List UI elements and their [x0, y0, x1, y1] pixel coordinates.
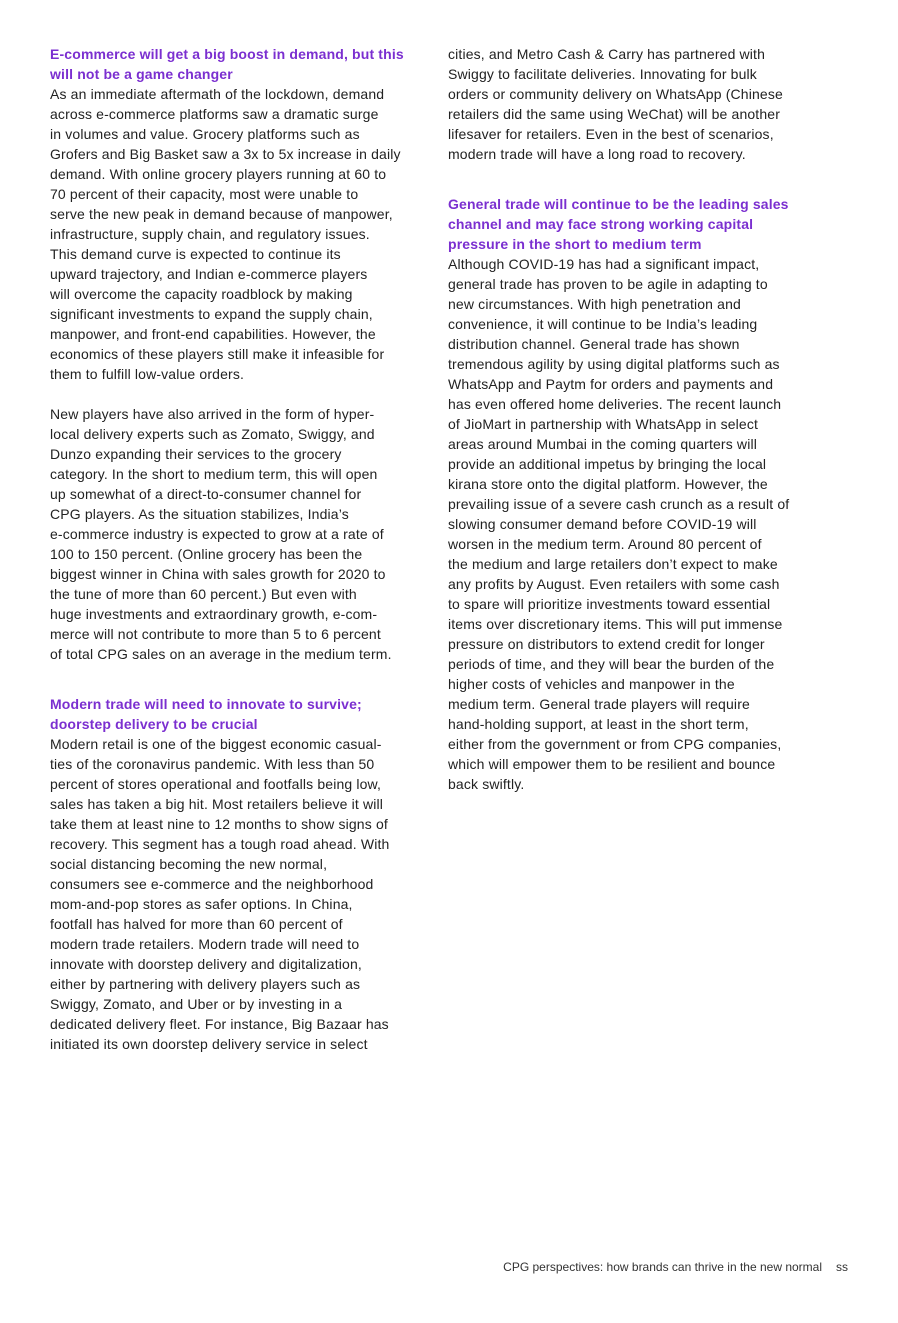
section-heading-ecommerce: E-commerce will get a big boost in demand, but this will not be a game changer — [50, 46, 404, 82]
section-heading-general-trade: General trade will continue to be the leading sales channel and may face strong working capital pressure in the short to medium term — [448, 196, 789, 252]
general-trade-paragraph-1: Although COVID-19 has had a significant impact, general trade has proven to be agile in adapting to new circumstances. With high penetration and convenience, it will continue to be India’s leading distribution channel. General trade has shown tremendous agility by using digital platforms such as WhatsApp and Paytm for orders and payments and has even offered home deliveries. The recent launch of JioMart in partnership with WhatsApp in select areas around Mumbai in the coming quarters will provide an additional impetus by bringing the local kirana store onto the digital platform. However, the prevailing issue of a severe cash crunch as a result of slowing consumer demand before COVID-19 will worsen in the medium term. Around 80 percent of the medium and large retailers don’t expect to make any profits by August. Even retailers with some cash to spare will prioritize investments toward essential items over discretionary items. This will put immense pressure on distributors to extend credit for longer periods of time, and they will bear the burden of the higher costs of vehicles and manpower in the medium term. General trade players will require hand-holding support, at least in the short term, either from the government or from CPG companies, which will empower them to be resilient and bounce back swiftly. — [448, 256, 790, 792]
right-column — [448, 44, 823, 794]
page-footer — [503, 1259, 848, 1275]
ecommerce-paragraph-2: New players have also arrived in the form of hyper- local delivery experts such as Zomato, Swiggy, and Dunzo expanding their services to the grocery category. In the short to medium term, this will open up somewhat of a direct-to-consumer channel for CPG players. As the situation stabilizes, India’s e-commerce industry is expected to grow at a rate of 100 to 150 percent. (Online grocery has been the biggest winner in China with sales growth for 2020 to the tune of more than 60 percent.) But even with huge investments and extraordinary growth, e-com- merce will not contribute to more than 5 to 6 percent of total CPG sales on an average in the medium term. — [50, 406, 392, 662]
ecommerce-paragraph-1: As an immediate aftermath of the lockdown, demand across e-commerce platforms saw a dramatic surge in volumes and value. Grocery platforms such as Grofers and Big Basket saw a 3x to 5x increase in daily demand. With online grocery players running at 60 to 70 percent of their capacity, most were unable to serve the new peak in demand because of manpower, infrastructure, supply chain, and regulatory issues. This demand curve is expected to continue its upward trajectory, and Indian e-commerce players will overcome the capacity roadblock by making significant investments to expand the supply chain, manpower, and front-end capabilities. However, the economics of these players still make it infeasible for them to fulfill low-value orders. — [50, 86, 401, 382]
section-heading-modern-trade: Modern trade will need to innovate to survive; doorstep delivery to be crucial — [50, 696, 362, 732]
left-column — [50, 44, 430, 1054]
modern-trade-paragraph-1: Modern retail is one of the biggest economic casual- ties of the coronavirus pandemic. With less than 50 percent of stores operational and footfalls being low, sales has taken a big hit. Most retailers believe it will take them at least nine to 12 months to show signs of recovery. This segment has a tough road ahead. With social distancing becoming the new normal, consumers see e-commerce and the neighborhood mom-and-pop stores as safer options. In China, footfall has halved for more than 60 percent of modern trade retailers. Modern trade will need to innovate with doorstep delivery and digitalization, either by partnering with delivery players such as Swiggy, Zomato, and Uber or by investing in a dedicated delivery fleet. For instance, Big Bazaar has initiated its own doorstep delivery service in select — [50, 736, 390, 1052]
modern-trade-continuation: cities, and Metro Cash & Carry has partnered with Swiggy to facilitate deliveries. Innovating for bulk orders or community delivery on WhatsApp (Chinese retailers did the same using WeChat) will be another lifesaver for retailers. Even in the best of scenarios, modern trade will have a long road to recovery. — [448, 46, 783, 162]
page-number: ss — [836, 1260, 848, 1274]
footer-title: CPG perspectives: how brands can thrive in the new normal — [503, 1260, 822, 1274]
